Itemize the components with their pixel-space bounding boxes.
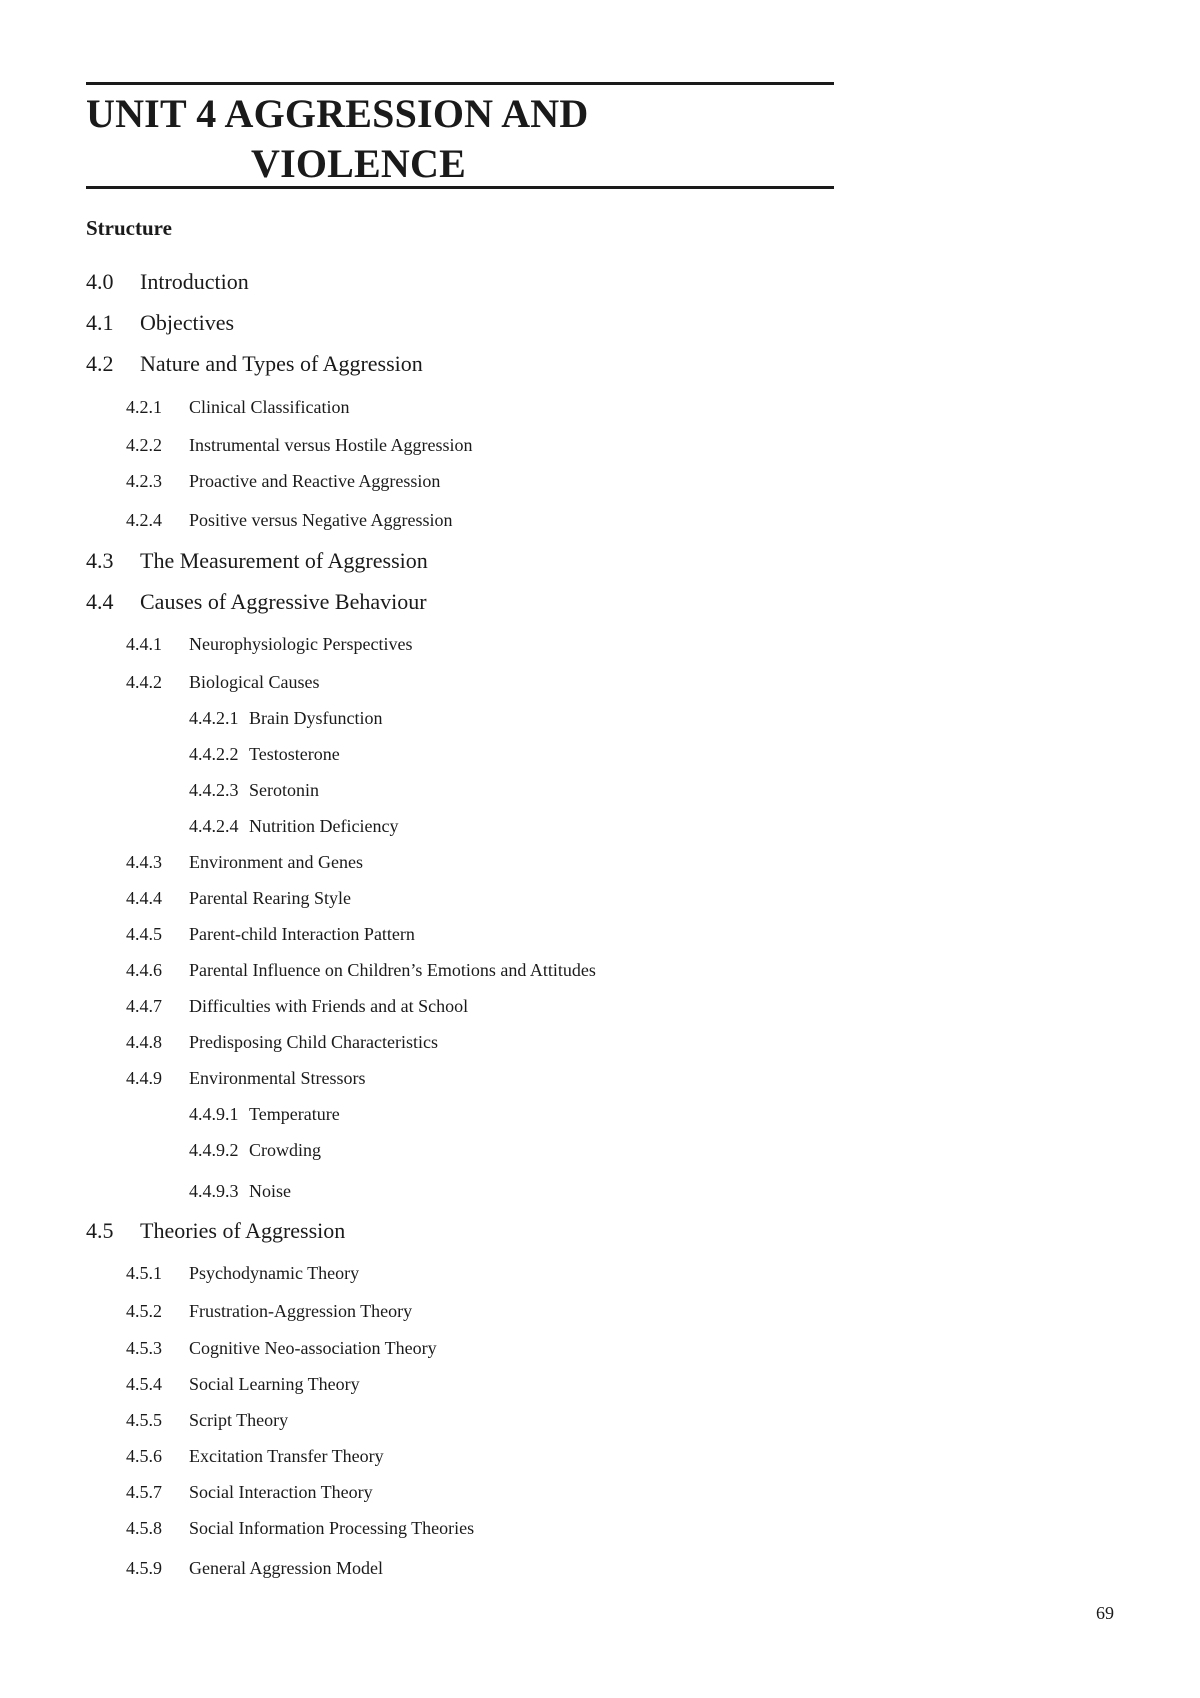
toc-entry-number: 4.4.1 (126, 634, 162, 654)
toc-entry-label: Instrumental versus Hostile Aggression (189, 435, 473, 455)
toc-entry-number: 4.4.2.3 (189, 780, 239, 800)
toc-entry-number: 4.2.2 (126, 435, 162, 455)
toc-entry-label: General Aggression Model (189, 1558, 383, 1578)
toc-entry-label: Testosterone (249, 744, 340, 764)
toc-entry-label: Nutrition Deficiency (249, 816, 399, 836)
toc-entry-label: Parental Rearing Style (189, 888, 351, 908)
toc-entry-number: 4.4 (86, 589, 114, 614)
toc-entry-number: 4.4.2.1 (189, 708, 239, 728)
toc-entry-number: 4.5.3 (126, 1338, 162, 1358)
toc-entry-number: 4.5.4 (126, 1374, 162, 1394)
toc-entry-label: Frustration-Aggression Theory (189, 1301, 413, 1321)
toc-entry-number: 4.4.7 (126, 996, 162, 1016)
toc-entry-number: 4.4.9.1 (189, 1104, 239, 1124)
toc-entry-label: Proactive and Reactive Aggression (189, 471, 441, 491)
toc-entry-number: 4.5.7 (126, 1482, 162, 1502)
toc-entry-label: Neurophysiologic Perspectives (189, 634, 413, 654)
unit-title-line-1: UNIT 4 AGGRESSION AND (86, 91, 589, 136)
toc-entry-label: Predisposing Child Characteristics (189, 1032, 438, 1052)
toc-entry-label: Noise (249, 1181, 291, 1201)
toc-entry-label: Clinical Classification (189, 397, 350, 417)
toc-entry-label: Temperature (249, 1104, 340, 1124)
toc-entry-number: 4.2.4 (126, 510, 162, 530)
toc-entry-label: Excitation Transfer Theory (189, 1446, 384, 1466)
toc-entry-label: Environment and Genes (189, 852, 363, 872)
toc-entry-number: 4.5.1 (126, 1263, 162, 1283)
toc-entry-number: 4.4.6 (126, 960, 162, 980)
toc-entry-label: Social Information Processing Theories (189, 1518, 475, 1538)
toc-entry-label: Parent-child Interaction Pattern (189, 924, 415, 944)
toc-entry-number: 4.2 (86, 351, 114, 376)
toc-entry-number: 4.2.1 (126, 397, 162, 417)
toc-entry-number: 4.4.2.2 (189, 744, 239, 764)
toc-entry-label: Objectives (140, 310, 235, 335)
toc-entry-number: 4.4.9 (126, 1068, 162, 1088)
toc-entry-label: The Measurement of Aggression (140, 548, 428, 573)
toc-entry-label: Causes of Aggressive Behaviour (140, 589, 427, 614)
toc-entry-label: Brain Dysfunction (249, 708, 383, 728)
unit-title-line-2: VIOLENCE (251, 141, 466, 186)
toc-entry-number: 4.5.5 (126, 1410, 162, 1430)
structure-heading: Structure (86, 216, 172, 240)
toc-entry-number: 4.1 (86, 310, 114, 335)
toc-entry-number: 4.4.2 (126, 672, 162, 692)
toc-entry-label: Script Theory (189, 1410, 289, 1430)
toc-entry-number: 4.4.8 (126, 1032, 162, 1052)
toc-entry-number: 4.4.9.3 (189, 1181, 239, 1201)
toc-entry-number: 4.4.3 (126, 852, 162, 872)
toc-entry-number: 4.0 (86, 269, 114, 294)
toc-entry-label: Theories of Aggression (140, 1218, 346, 1243)
toc-entry-number: 4.4.9.2 (189, 1140, 239, 1160)
toc-entry-number: 4.5.6 (126, 1446, 162, 1466)
toc-entry-label: Biological Causes (189, 672, 320, 692)
toc-entry-label: Environmental Stressors (189, 1068, 366, 1088)
toc-entry-number: 4.4.2.4 (189, 816, 239, 836)
toc-entry-number: 4.5.9 (126, 1558, 162, 1578)
title-bottom-rule (86, 186, 834, 189)
toc-entry-label: Positive versus Negative Aggression (189, 510, 453, 530)
toc-entry-label: Serotonin (249, 780, 319, 800)
toc-entry-label: Social Learning Theory (189, 1374, 360, 1394)
title-top-rule (86, 82, 834, 85)
toc-entry-number: 4.5.2 (126, 1301, 162, 1321)
page-number: 69 (1096, 1603, 1114, 1623)
toc-entry-number: 4.5.8 (126, 1518, 162, 1538)
toc-entry-number: 4.4.5 (126, 924, 162, 944)
toc-entry-number: 4.5 (86, 1218, 114, 1243)
toc-entry-number: 4.3 (86, 548, 114, 573)
toc-entry-number: 4.2.3 (126, 471, 162, 491)
toc-entry-number: 4.4.4 (126, 888, 162, 908)
toc-entry-label: Social Interaction Theory (189, 1482, 373, 1502)
toc-entry-label: Psychodynamic Theory (189, 1263, 360, 1283)
toc-entry-label: Parental Influence on Children’s Emotions and Attitudes (189, 960, 596, 980)
toc-entry-label: Cognitive Neo-association Theory (189, 1338, 437, 1358)
toc-entry-label: Crowding (249, 1140, 321, 1160)
toc-entry-label: Nature and Types of Aggression (140, 351, 423, 376)
toc-entry-label: Introduction (140, 269, 249, 294)
toc-entry-label: Difficulties with Friends and at School (189, 996, 469, 1016)
